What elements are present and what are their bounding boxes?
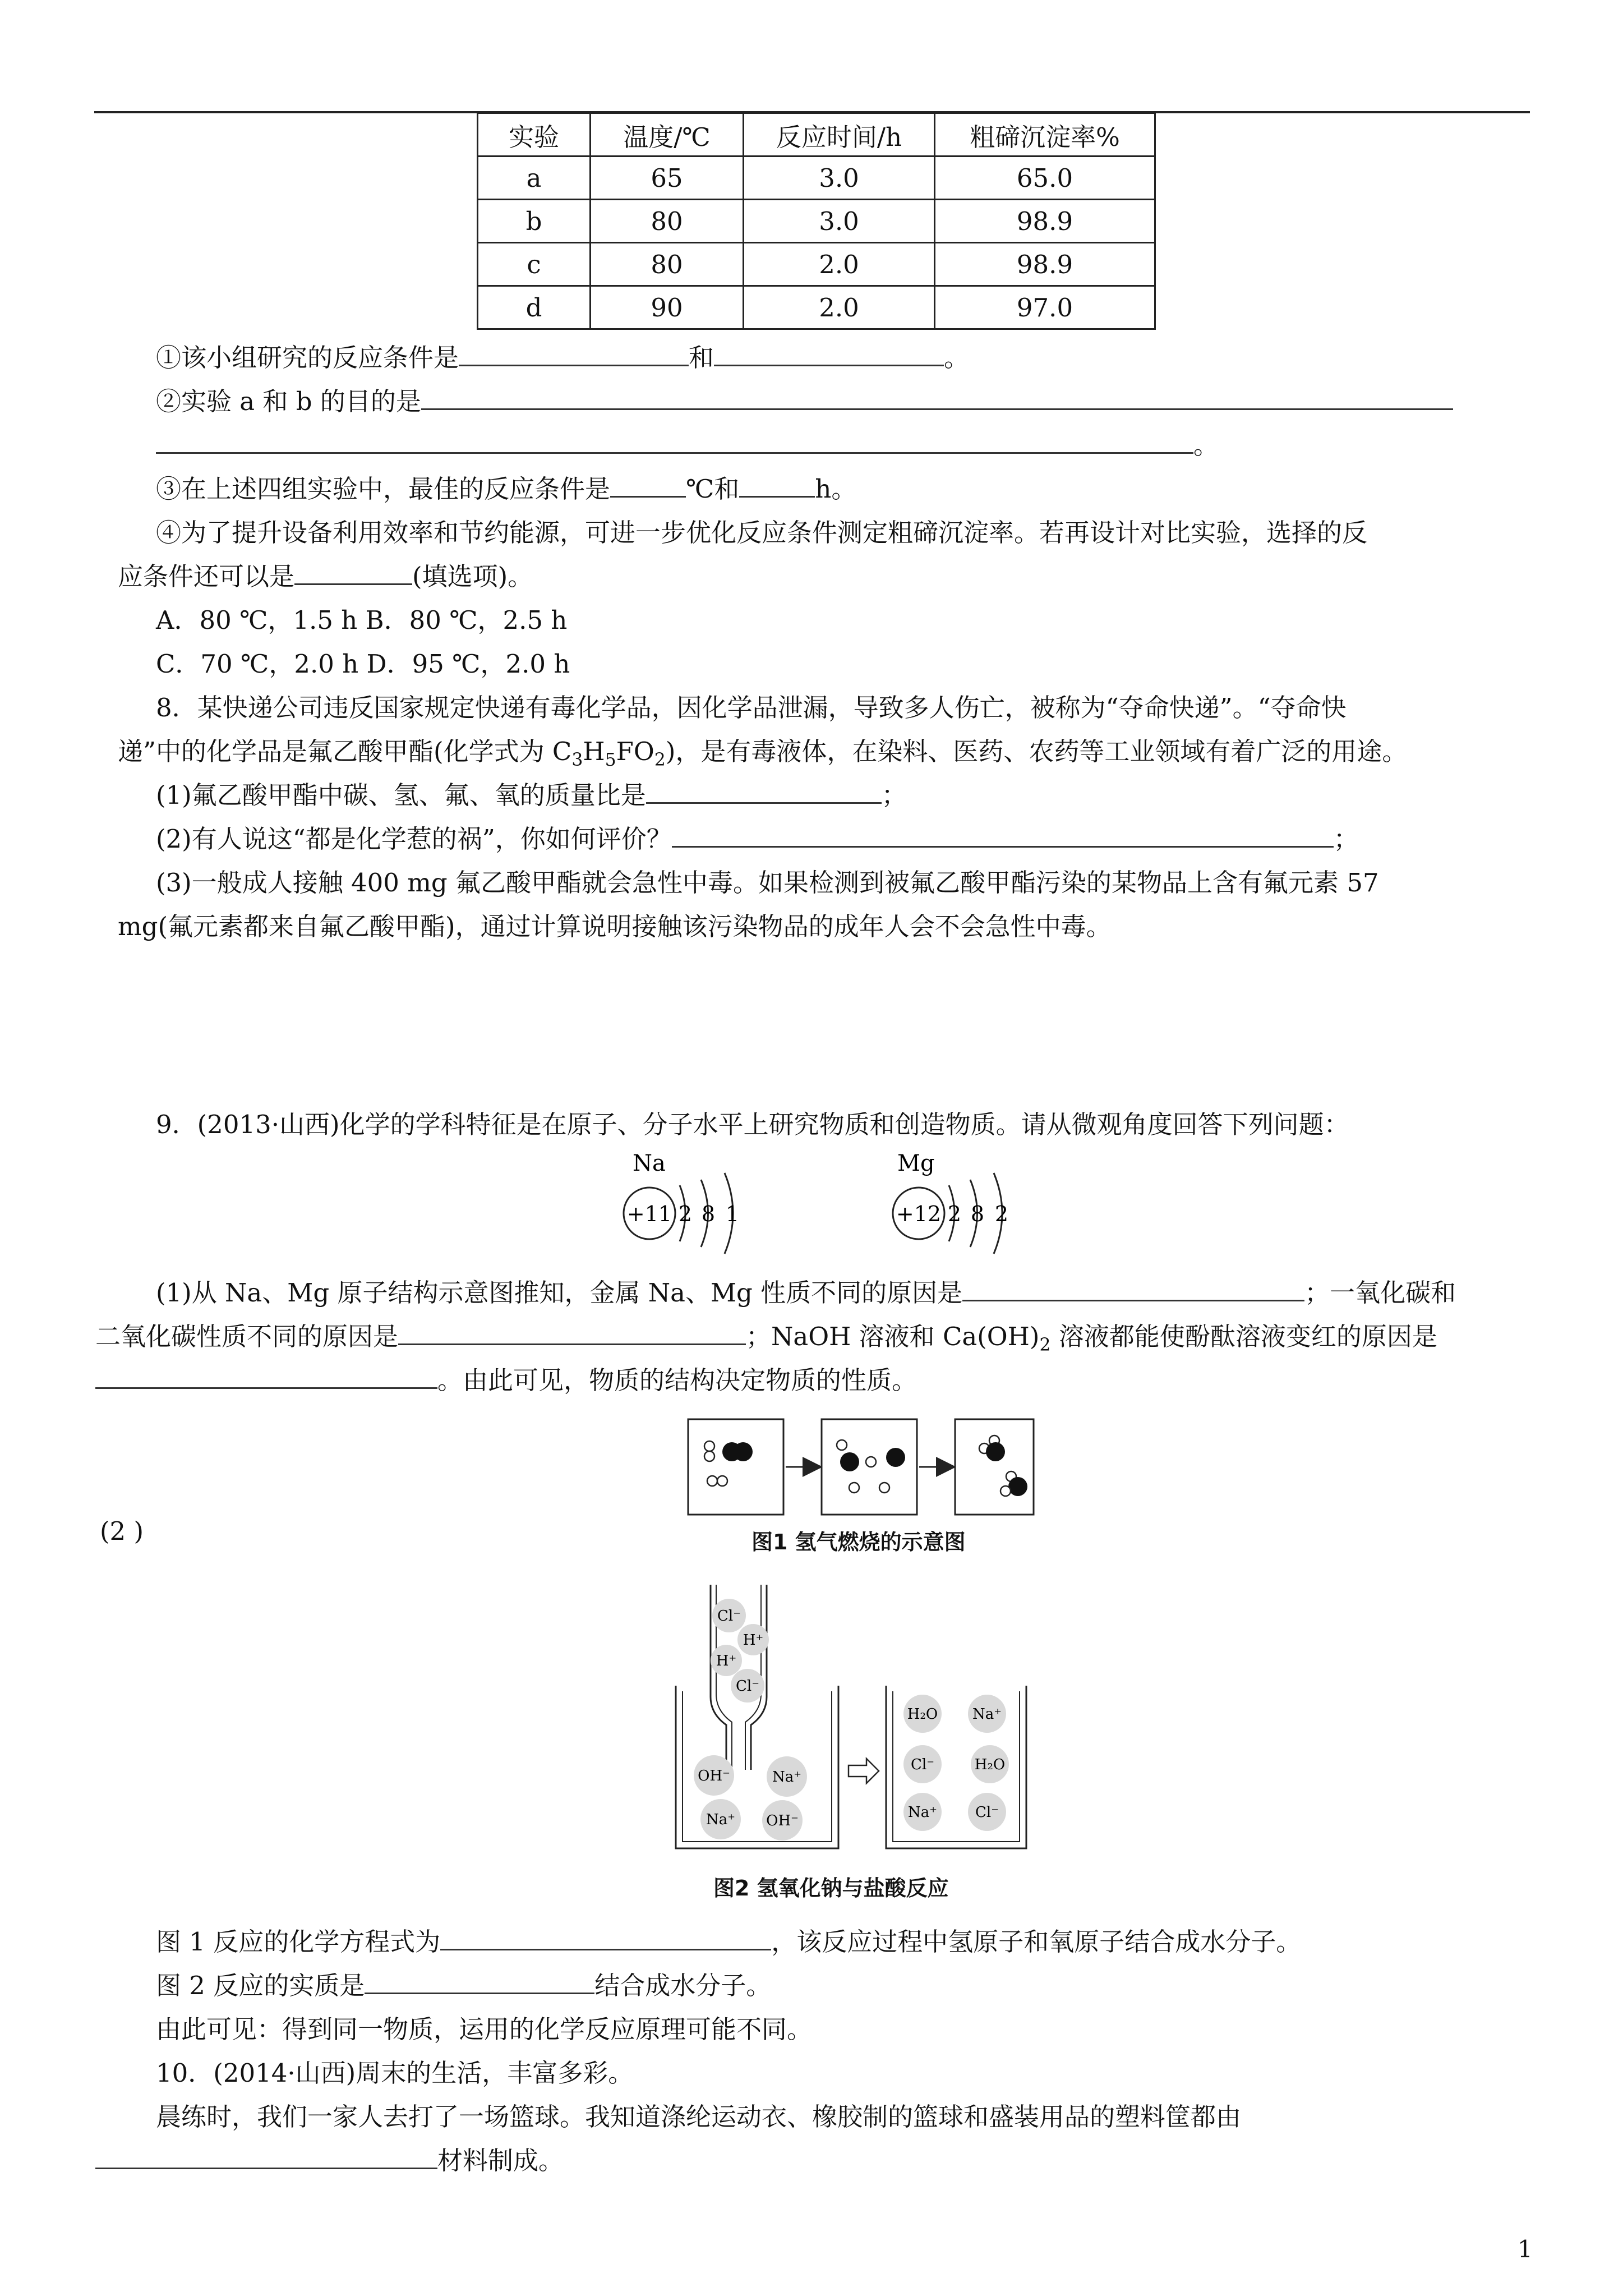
q8-part3-cont: mg(氟元素都来自氟乙酸甲酯)，通过计算说明接触该污染物品的成年人会不会急性中毒。 [118, 912, 1112, 941]
answer-blank[interactable] [421, 386, 1453, 410]
q7-options-ab: A．80 ℃，1.5 h B．80 ℃，2.5 h [156, 605, 568, 635]
figure1-caption: 图1 氢气燃烧的示意图 [751, 1530, 966, 1554]
q9-essence: 图 2 反应的实质是 结合成水分子。 [156, 1971, 772, 2000]
q8-stem-cont: 递”中的化学品是氟乙酸甲酯(化学式为 $C_3H_5FO_2$)，是有毒液体，在染料、医药、农药等工业领域有着广泛的用途。 [118, 737, 1408, 770]
hydrogen-combustion-figure [687, 1418, 1035, 1516]
ion-label: OH⁻ [698, 1768, 730, 1784]
answer-blank[interactable] [459, 342, 689, 366]
q7-part2: ②实验 a 和 b 的目的是 [156, 385, 1453, 418]
right-beaker-ions [903, 1695, 1009, 1831]
ion-label: Na⁺ [972, 1706, 1002, 1723]
table-row [478, 157, 1155, 200]
ion-label: Cl⁻ [717, 1608, 741, 1625]
q10-stem: 10．(2014·山西)周末的生活，丰富多彩。 [156, 2058, 634, 2088]
experiment-table [477, 112, 1156, 330]
table-cell: 65 [591, 157, 744, 200]
shell-electron-count: 2 [678, 1202, 693, 1226]
table-cell: 97.0 [935, 286, 1155, 329]
answer-blank[interactable] [95, 2145, 437, 2169]
table-cell: 3.0 [744, 157, 935, 200]
q10-text-cont: 材料制成。 [95, 2144, 564, 2178]
answer-blank[interactable] [646, 780, 882, 804]
q10-text: 晨练时，我们一家人去打了一场篮球。我知道涤纶运动衣、橡胶制的篮球和盛装用品的塑料筐都由 [156, 2102, 1242, 2132]
table-header-cell: 实验 [478, 113, 591, 157]
figure2-caption: 图2 氢氧化钠与盐酸反应 [713, 1876, 949, 1901]
ion-label: Na⁺ [908, 1804, 937, 1821]
ion-label: Na⁺ [772, 1769, 801, 1786]
q7-part2-cont: 。 [156, 429, 1219, 462]
q9-part1-cont: 二氧化碳性质不同的原因是 ；NaOH 溶液和 $Ca(OH)_2$ 溶液都能使酚酞溶液变红的原因是 [95, 1322, 1437, 1355]
table-header-cell: 反应时间/h [744, 113, 935, 157]
q8-part2: (2)有人说这“都是化学惹的祸”，你如何评价？ ； [156, 824, 1359, 854]
shell-electron-count: 2 [994, 1202, 1009, 1226]
answer-blank[interactable] [440, 1926, 771, 1950]
table-cell: b [478, 200, 591, 243]
table-row [478, 286, 1155, 329]
dropper-ions [711, 1599, 769, 1703]
nucleus-charge: +12 [896, 1202, 942, 1226]
ion-label: H₂O [974, 1756, 1006, 1773]
q7-part4-cont: 应条件还可以是 (填选项)。 [118, 562, 533, 591]
q7-part3: ③在上述四组实验中，最佳的反应条件是 ℃和 h。 [156, 474, 857, 504]
q9-part2-label: (2 ) [100, 1516, 144, 1546]
q7-part4: ④为了提升设备利用效率和节约能源，可进一步优化反应条件测定粗碲沉淀率。若再设计对比实验，选择的反 [156, 518, 1368, 547]
table-cell: 2.0 [744, 243, 935, 286]
ion-label: H⁺ [743, 1632, 764, 1649]
q9-equation: 图 1 反应的化学方程式为 ，该反应过程中氢原子和氧原子结合成水分子。 [156, 1927, 1302, 1957]
products-box [955, 1419, 1034, 1515]
ion-label: H⁺ [716, 1653, 737, 1669]
hollow-arrow-icon [849, 1759, 879, 1783]
shell-electron-count: 1 [725, 1202, 740, 1226]
atom-structure-diagrams [617, 1147, 1021, 1265]
page-number: 1 [1518, 2235, 1533, 2263]
table-row [478, 200, 1155, 243]
q9-part1-end: 。由此可见，物质的结构决定物质的性质。 [95, 1364, 917, 1397]
q9-part1: (1)从 Na、Mg 原子结构示意图推知，金属 Na、Mg 性质不同的原因是 ；一氧化碳和 [156, 1278, 1456, 1308]
ion-label: Cl⁻ [736, 1678, 759, 1695]
table-cell: 98.9 [935, 243, 1155, 286]
table-header-cell: 温度/℃ [591, 113, 744, 157]
atom-symbol: Mg [897, 1151, 935, 1176]
answer-blank[interactable] [156, 430, 1193, 454]
table-cell: 3.0 [744, 200, 935, 243]
answer-blank[interactable] [365, 1970, 594, 1994]
table-cell: a [478, 157, 591, 200]
nucleus-charge: +11 [626, 1202, 672, 1226]
atom-symbol: Na [633, 1151, 666, 1176]
table-header-row [478, 113, 1155, 157]
q8-stem: 8．某快递公司违反国家规定快递有毒化学品，因化学品泄漏，导致多人伤亡，被称为“夺命快递”。“夺命快 [156, 693, 1347, 723]
q7-options-cd: C．70 ℃，2.0 h D．95 ℃，2.0 h [156, 649, 570, 679]
table-cell: d [478, 286, 591, 329]
answer-blank[interactable] [398, 1321, 746, 1345]
shell-electron-count: 2 [947, 1202, 962, 1226]
answer-blank[interactable] [714, 342, 944, 366]
table-cell: 80 [591, 200, 744, 243]
neutralization-figure [670, 1585, 1029, 1854]
answer-blank[interactable] [672, 823, 1334, 848]
q7-part1: ①该小组研究的反应条件是 和 。 [156, 343, 970, 372]
answer-blank[interactable] [962, 1277, 1304, 1301]
table-header-cell: 粗碲沉淀率% [935, 113, 1155, 157]
table-cell: 65.0 [935, 157, 1155, 200]
table-cell: c [478, 243, 591, 286]
answer-blank[interactable] [95, 1365, 437, 1389]
magnesium-atom-diagram [893, 1151, 1008, 1254]
table-cell: 98.9 [935, 200, 1155, 243]
table-cell: 80 [591, 243, 744, 286]
answer-blank[interactable] [739, 473, 815, 498]
shell-electron-count: 8 [970, 1202, 985, 1226]
q8-part3: (3)一般成人接触 400 mg 氟乙酸甲酯就会急性中毒。如果检测到被氟乙酸甲酯污染的某物品上含有氟元素 57 [156, 868, 1379, 898]
ion-label: Na⁺ [706, 1811, 735, 1828]
reactants-box [688, 1419, 783, 1515]
ion-label: OH⁻ [766, 1812, 799, 1829]
sodium-atom-diagram [624, 1151, 739, 1254]
answer-blank[interactable] [610, 473, 686, 498]
ion-label: Cl⁻ [911, 1756, 934, 1773]
shell-electron-count: 8 [701, 1202, 716, 1226]
table-cell: 2.0 [744, 286, 935, 329]
answer-blank[interactable] [294, 561, 412, 585]
q8-part1: (1)氟乙酸甲酯中碳、氢、氟、氧的质量比是 ； [156, 780, 907, 810]
q9-stem: 9．(2013·山西)化学的学科特征是在原子、分子水平上研究物质和创造物质。请从微观角度回答下列问题： [156, 1110, 1349, 1139]
q9-conclusion: 由此可见：得到同一物质，运用的化学反应原理可能不同。 [156, 2014, 813, 2044]
ion-label: Cl⁻ [975, 1804, 999, 1821]
table-row [478, 243, 1155, 286]
table-cell: 90 [591, 286, 744, 329]
ion-label: H₂O [907, 1706, 938, 1723]
